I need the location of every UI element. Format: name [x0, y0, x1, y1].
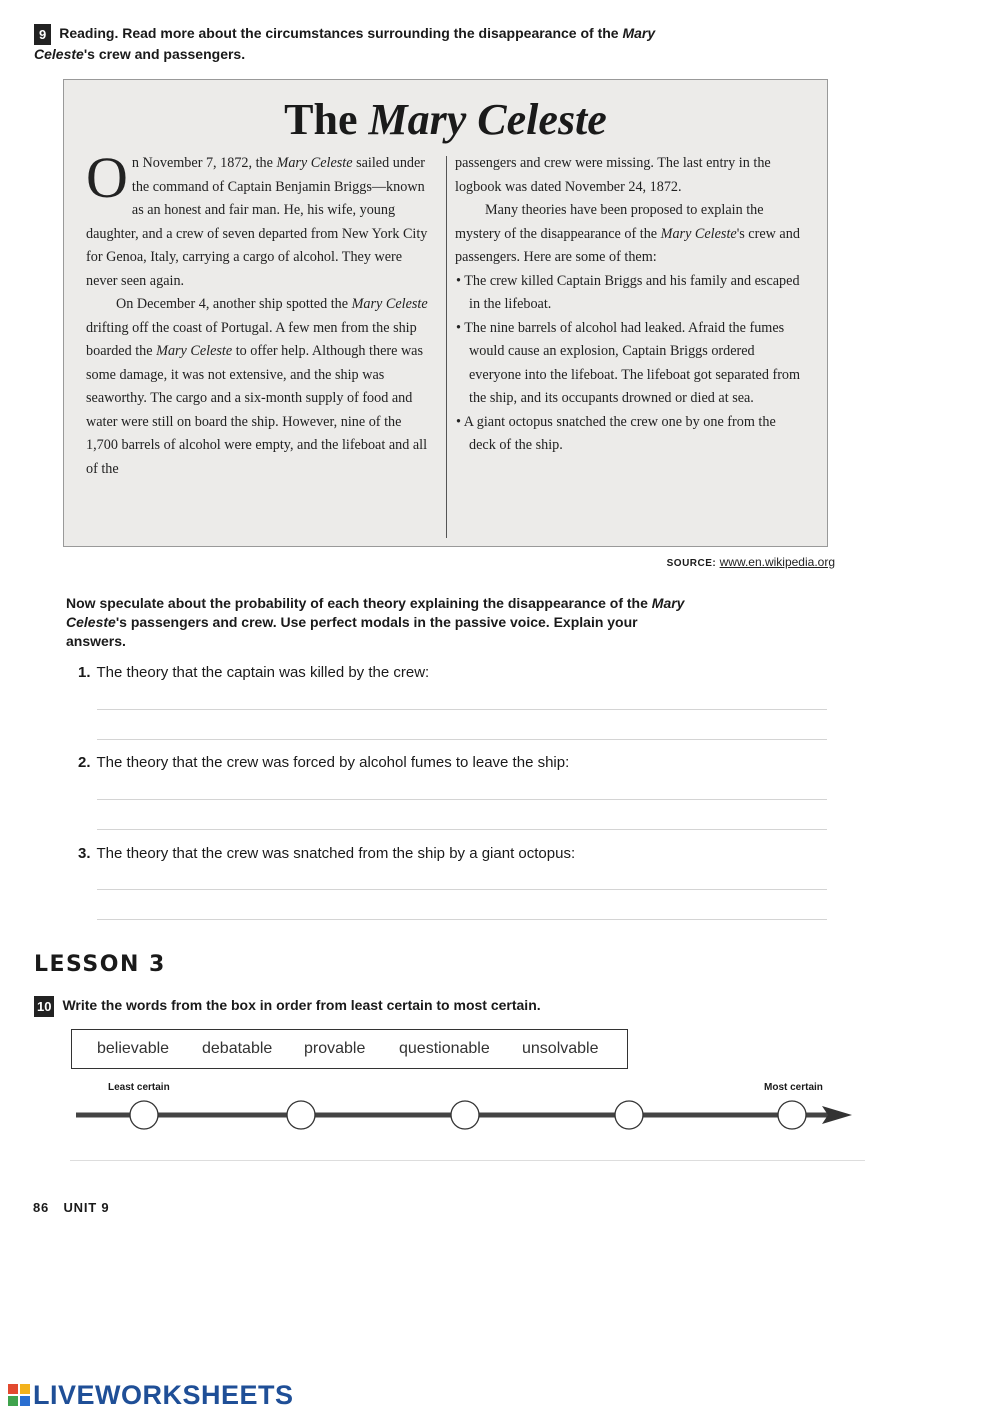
instruction-text: Read more about the circumstances surrounding the disappearance of the [118, 25, 623, 42]
scale-slot-4 [615, 1101, 643, 1129]
page-number: 86 [33, 1200, 50, 1215]
scale-slot-5 [778, 1101, 806, 1129]
question-number: 2. [78, 754, 91, 771]
certainty-scale [70, 1098, 860, 1132]
instruction-text: Write the words from the box in order from least certain to most certain. [62, 997, 541, 1014]
instruction-lead: Reading. [59, 25, 119, 42]
speculate-text-end: 's passengers and crew. Use perfect modals in the passive voice. Explain your answers. [66, 614, 638, 649]
scale-slot-3 [451, 1101, 479, 1129]
theory-bullet-3: • A giant octopus snatched the crew one by one from the deck of the ship. [456, 413, 776, 453]
liveworksheets-logo-icon [8, 1382, 30, 1404]
question-3 [78, 845, 575, 862]
p2-text-mid: drifting off the coast of Portugal. A few men from the ship boarded the [86, 319, 417, 359]
word-debatable[interactable]: debatable [202, 1040, 273, 1057]
paragraph-1 [86, 145, 436, 293]
brand-name: LIVEWORKSHEETS [33, 1380, 294, 1410]
word-believable[interactable]: believable [97, 1040, 170, 1057]
question-number: 1. [78, 664, 91, 681]
answer-line-2b[interactable] [97, 829, 827, 830]
article-column-left [86, 145, 436, 481]
drop-cap: O [86, 145, 128, 210]
instruction-italic: Mary Celeste [34, 25, 656, 62]
title-the: The [284, 95, 358, 144]
speculate-text: Now speculate about the probability of each theory explaining the disappearance of the [66, 595, 652, 611]
p4-text-end: 's crew and passengers. Here are some of them: [455, 225, 800, 265]
exercise-number: 10 [34, 996, 54, 1017]
p1-text-end: sailed under the command of Captain Benjamin Briggs—known as an honest and fair man. He, his wife, young daughter, and a crew of seven departed from New York City for Genoa, Italy, carrying a cargo of alcohol. They were never seen again. [86, 155, 428, 289]
answer-line-3a[interactable] [97, 889, 827, 890]
p2-italic-1: Mary Celeste [351, 296, 428, 312]
word-questionable[interactable]: questionable [399, 1040, 490, 1057]
question-text: The theory that the crew was forced by alcohol fumes to leave the ship: [96, 754, 570, 771]
column-divider [446, 156, 447, 538]
exercise-9-instruction [34, 24, 674, 64]
p1-italic: Mary Celeste [276, 155, 353, 171]
answer-line-3b[interactable] [97, 919, 827, 920]
p4-text: Many theories have been proposed to explain the mystery of the disappearance of the [455, 202, 764, 242]
question-1 [78, 664, 429, 681]
instruction-text-end: 's crew and passengers. [83, 46, 246, 62]
unit-label: UNIT 9 [63, 1200, 110, 1215]
source-link[interactable]: www.en.wikipedia.org [719, 555, 835, 569]
p1-text: n November 7, 1872, the [131, 155, 277, 171]
source-credit [667, 555, 835, 569]
answer-line-1b[interactable] [97, 739, 827, 740]
answer-line-1a[interactable] [97, 709, 827, 710]
exercise-number: 9 [34, 24, 51, 45]
p2-text-end: to offer help. Although there was some damage, it was not extensive, and the ship was seaworthy. The cargo and a six-month supply of food and water were still on board the ship. However, nine of the 1,700 barrels of alcohol were empty, and the lifeboat and all of the [86, 343, 428, 477]
question-text: The theory that the captain was killed by the crew: [96, 664, 430, 681]
article-column-right [455, 152, 805, 458]
least-certain-label: Least certain [108, 1082, 170, 1093]
question-text: The theory that the crew was snatched from the ship by a giant octopus: [96, 845, 576, 862]
theory-bullet-1: • The crew killed Captain Briggs and his family and escaped in the lifeboat. [456, 272, 800, 312]
speculate-italic: Mary Celeste [66, 595, 685, 630]
paragraph-2 [86, 293, 436, 481]
word-provable[interactable]: provable [304, 1040, 366, 1057]
question-number: 3. [78, 845, 91, 862]
paragraph-3: passengers and crew were missing. The last entry in the logbook was dated November 24, 1872. [455, 155, 771, 195]
question-2 [78, 754, 569, 771]
source-label: SOURCE: [666, 558, 717, 569]
article-title [64, 94, 827, 145]
brand-footer [8, 1380, 294, 1411]
paragraph-4 [455, 199, 805, 270]
word-box [71, 1029, 628, 1069]
p4-italic: Mary Celeste [660, 225, 737, 242]
article-box [63, 79, 828, 547]
p2-text: On December 4, another ship spotted the [116, 296, 352, 312]
title-name: Mary Celeste [368, 95, 607, 144]
theory-bullet-2: • The nine barrels of alcohol had leaked. Afraid the fumes would cause an explosion, Captain Briggs ordered everyone into the lifeboat. The lifeboat got separated from the ship, and its occupants drowned or died at sea. [456, 319, 801, 406]
scale-slot-1 [130, 1101, 158, 1129]
exercise-10-instruction [34, 996, 674, 1017]
bottom-rule [70, 1160, 865, 1161]
most-certain-label: Most certain [764, 1082, 823, 1093]
answer-line-2a[interactable] [97, 799, 827, 800]
speculate-instruction [66, 594, 686, 651]
p2-italic-2: Mary Celeste [156, 343, 233, 359]
page-footer [33, 1200, 109, 1215]
word-unsolvable[interactable]: unsolvable [522, 1040, 599, 1057]
lesson-heading: LESSON 3 [34, 952, 166, 977]
scale-slot-2 [287, 1101, 315, 1129]
